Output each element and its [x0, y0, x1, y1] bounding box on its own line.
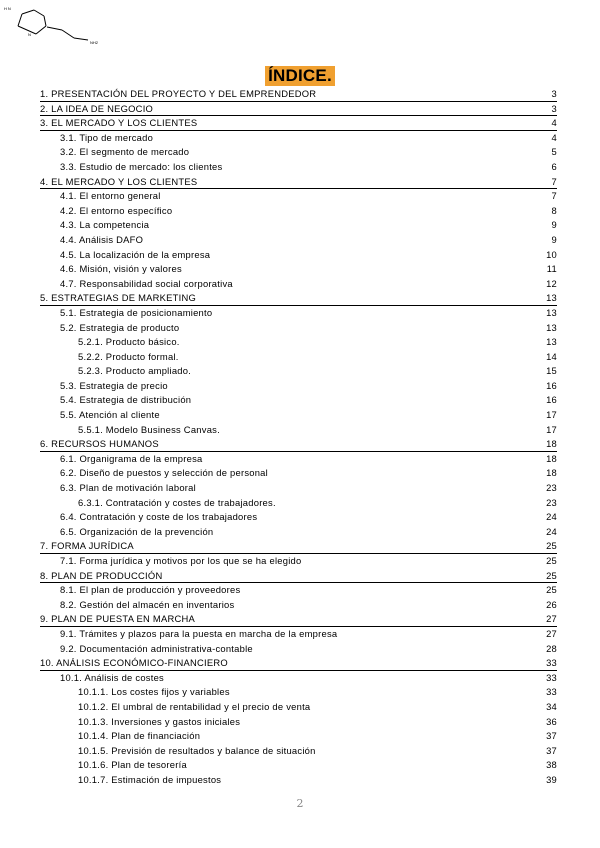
toc-entry-page: 33 [546, 686, 557, 698]
toc-entry[interactable] [40, 729, 557, 744]
toc-entry[interactable] [40, 364, 557, 379]
toc-entry-label: 5.2.3. Producto ampliado. [78, 365, 192, 377]
toc-entry[interactable] [40, 539, 557, 554]
toc-entry-page: 14 [546, 350, 557, 362]
toc-entry[interactable] [40, 87, 557, 102]
toc-entry-label: 5.4. Estrategia de distribución [60, 394, 192, 406]
toc-entry[interactable] [40, 291, 557, 306]
toc-entry-page: 13 [546, 336, 557, 348]
toc-entry-label: 6.1. Organigrama de la empresa [60, 452, 203, 464]
toc-entry-page: 13 [546, 292, 557, 304]
toc-entry[interactable] [40, 160, 557, 175]
toc-entry-page: 7 [551, 190, 557, 202]
toc-entry-page: 38 [546, 759, 557, 771]
toc-entry[interactable] [40, 408, 557, 423]
table-of-contents [40, 87, 557, 788]
toc-entry[interactable] [40, 102, 557, 117]
toc-entry-page: 13 [546, 306, 557, 318]
toc-entry-page: 37 [546, 744, 557, 756]
title-container [0, 66, 600, 86]
toc-entry-page: 3 [551, 102, 557, 114]
toc-entry-page: 9 [551, 233, 557, 245]
toc-entry-label: 10.1. Análisis de costes [60, 671, 164, 683]
toc-entry[interactable] [40, 466, 557, 481]
toc-entry-page: 13 [546, 321, 557, 333]
toc-entry-page: 17 [546, 423, 557, 435]
toc-entry-label: 6.5. Organización de la prevención [60, 525, 214, 537]
toc-entry-page: 28 [546, 642, 557, 654]
toc-entry[interactable] [40, 642, 557, 657]
toc-entry[interactable] [40, 627, 557, 642]
toc-entry-page: 15 [546, 365, 557, 377]
toc-entry-label: 4.3. La competencia [60, 219, 150, 231]
toc-entry[interactable] [40, 393, 557, 408]
toc-entry-label: 6.3.1. Contratación y costes de trabajadores. [78, 496, 276, 508]
toc-entry[interactable] [40, 554, 557, 569]
toc-entry[interactable] [40, 116, 557, 131]
toc-entry-page: 39 [546, 773, 557, 785]
toc-entry[interactable] [40, 656, 557, 671]
toc-entry-label: 6.4. Contratación y coste de los trabajadores [60, 511, 258, 523]
toc-entry-page: 34 [546, 700, 557, 712]
toc-entry-label: 2. LA IDEA DE NEGOCIO [40, 102, 154, 114]
toc-entry-page: 33 [546, 657, 557, 669]
toc-entry-page: 27 [546, 627, 557, 639]
toc-entry-page: 18 [546, 452, 557, 464]
toc-entry[interactable] [40, 233, 557, 248]
toc-entry[interactable] [40, 306, 557, 321]
toc-entry-page: 9 [551, 219, 557, 231]
toc-entry-label: 5.5.1. Modelo Business Canvas. [78, 423, 220, 435]
toc-entry[interactable] [40, 481, 557, 496]
toc-entry-label: 8.1. El plan de producción y proveedores [60, 584, 241, 596]
toc-entry[interactable] [40, 335, 557, 350]
toc-entry-label: 5.2. Estrategia de producto [60, 321, 180, 333]
toc-entry-label: 4.6. Misión, visión y valores [60, 263, 182, 275]
toc-entry[interactable] [40, 773, 557, 788]
toc-entry[interactable] [40, 598, 557, 613]
toc-entry-page: 10 [546, 248, 557, 260]
toc-entry-page: 11 [546, 263, 557, 275]
toc-entry-label: 10.1.5. Previsión de resultados y balance de situación [78, 744, 316, 756]
toc-entry-label: 9.2. Documentación administrativa-contable [60, 642, 253, 654]
toc-entry[interactable] [40, 145, 557, 160]
toc-entry[interactable] [40, 700, 557, 715]
toc-entry-label: 1. PRESENTACIÓN DEL PROYECTO Y DEL EMPRENDEDOR [40, 88, 317, 99]
toc-entry-label: 5.5. Atención al cliente [60, 409, 160, 421]
toc-entry[interactable] [40, 496, 557, 511]
toc-entry-label: 8. PLAN DE PRODUCCIÓN [40, 569, 163, 581]
toc-entry-page: 33 [546, 671, 557, 683]
toc-entry-page: 23 [546, 496, 557, 508]
toc-entry[interactable] [40, 671, 557, 686]
toc-entry[interactable] [40, 685, 557, 700]
toc-entry-page: 12 [546, 277, 557, 289]
toc-entry-page: 25 [546, 540, 557, 552]
toc-entry-label: 10.1.1. Los costes fijos y variables [78, 686, 230, 698]
toc-entry-label: 8.2. Gestión del almacén en inventarios [60, 598, 235, 610]
toc-entry[interactable] [40, 218, 557, 233]
toc-entry-label: 10. ANÁLISIS ECONÓMICO-FINANCIERO [40, 657, 228, 669]
toc-entry[interactable] [40, 452, 557, 467]
toc-entry[interactable] [40, 569, 557, 584]
toc-entry-page: 37 [546, 730, 557, 742]
toc-entry-label: 3. EL MERCADO Y LOS CLIENTES [40, 117, 198, 129]
toc-entry-label: 6.3. Plan de motivación laboral [60, 482, 196, 494]
page-title: ÍNDICE. [265, 66, 335, 86]
toc-entry[interactable] [40, 189, 557, 204]
toc-entry-label: 5.3. Estrategia de precio [60, 379, 168, 391]
toc-entry[interactable] [40, 583, 557, 598]
toc-entry-page: 5 [551, 146, 557, 158]
toc-entry-label: 4.1. El entorno general [60, 190, 161, 202]
toc-entry-page: 18 [546, 438, 557, 450]
toc-entry-label: 6. RECURSOS HUMANOS [40, 438, 159, 450]
toc-entry-page: 18 [546, 467, 557, 479]
toc-entry[interactable] [40, 758, 557, 773]
toc-entry-page: 36 [546, 715, 557, 727]
toc-entry[interactable] [40, 525, 557, 540]
toc-entry-page: 16 [546, 394, 557, 406]
toc-entry-label: 5.2.1. Producto básico. [78, 336, 180, 348]
toc-entry[interactable] [40, 510, 557, 525]
toc-entry-page: 8 [551, 204, 557, 216]
toc-entry-page: 6 [551, 160, 557, 172]
toc-entry-label: 7. FORMA JURÍDICA [40, 540, 134, 552]
toc-entry-label: 4. EL MERCADO Y LOS CLIENTES [40, 175, 198, 187]
toc-entry-label: 7.1. Forma jurídica y motivos por los que se ha elegido [60, 555, 302, 566]
toc-entry-label: 3.3. Estudio de mercado: los clientes [60, 160, 223, 172]
toc-entry[interactable] [40, 715, 557, 730]
toc-entry-label: 10.1.4. Plan de financiación [78, 730, 201, 742]
toc-entry[interactable] [40, 423, 557, 438]
toc-entry-label: 10.1.7. Estimación de impuestos [78, 773, 222, 785]
toc-entry-page: 4 [551, 131, 557, 143]
toc-entry-label: 10.1.2. El umbral de rentabilidad y el precio de venta [78, 700, 311, 712]
toc-entry-label: 3.1. Tipo de mercado [60, 131, 154, 143]
page-number: 2 [296, 797, 304, 810]
toc-entry-label: 3.2. El segmento de mercado [60, 146, 190, 158]
toc-entry-label: 9.1. Trámites y plazos para la puesta en marcha de la empresa [60, 627, 338, 639]
toc-entry-label: 10.1.3. Inversiones y gastos iniciales [78, 715, 241, 727]
toc-entry[interactable] [40, 204, 557, 219]
toc-entry[interactable] [40, 248, 557, 263]
toc-entry[interactable] [40, 131, 557, 146]
toc-entry[interactable] [40, 437, 557, 452]
toc-entry-label: 4.2. El entorno específico [60, 204, 173, 216]
toc-entry[interactable] [40, 744, 557, 759]
toc-entry-label: 9. PLAN DE PUESTA EN MARCHA [40, 613, 196, 625]
toc-entry-page: 24 [546, 525, 557, 537]
logo-text-bottom: N [28, 32, 31, 37]
toc-entry-page: 25 [546, 555, 557, 566]
toc-entry-page: 16 [546, 379, 557, 391]
toc-entry-page: 17 [546, 409, 557, 421]
toc-entry-page: 25 [546, 584, 557, 596]
toc-entry-label: 4.4. Análisis DAFO [60, 233, 144, 245]
toc-entry[interactable] [40, 277, 557, 292]
toc-entry-label: 4.7. Responsabilidad social corporativa [60, 277, 233, 289]
toc-entry-page: 4 [551, 117, 557, 129]
toc-entry-page: 27 [546, 613, 557, 625]
toc-entry-label: 5. ESTRATEGIAS DE MARKETING [40, 292, 197, 304]
logo-icon [4, 4, 114, 50]
toc-entry[interactable] [40, 175, 557, 190]
toc-entry-label: 4.5. La localización de la empresa [60, 248, 211, 260]
toc-entry[interactable] [40, 262, 557, 277]
toc-entry-page: 3 [551, 88, 557, 99]
toc-entry-label: 5.1. Estrategia de posicionamiento [60, 306, 213, 318]
logo-text-left: HN [4, 6, 12, 11]
toc-entry-page: 23 [546, 482, 557, 494]
toc-entry[interactable] [40, 321, 557, 336]
toc-entry-label: 10.1.6. Plan de tesorería [78, 759, 187, 771]
toc-entry[interactable] [40, 350, 557, 365]
toc-entry-page: 26 [546, 598, 557, 610]
toc-entry[interactable] [40, 612, 557, 627]
toc-entry-label: 5.2.2. Producto formal. [78, 350, 179, 362]
toc-entry-page: 25 [546, 569, 557, 581]
toc-entry[interactable] [40, 379, 557, 394]
toc-entry-label: 6.2. Diseño de puestos y selección de personal [60, 467, 268, 479]
logo-text-right: NH2 [90, 40, 99, 45]
toc-entry-page: 24 [546, 511, 557, 523]
toc-entry-page: 7 [551, 175, 557, 187]
